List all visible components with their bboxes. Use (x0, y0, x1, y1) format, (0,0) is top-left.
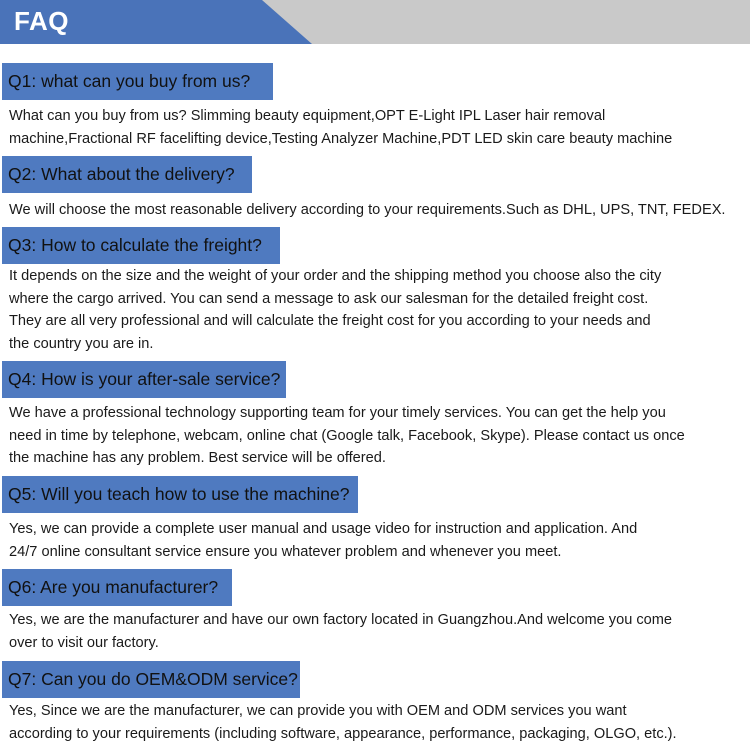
answer-3-line-2: where the cargo arrived. You can send a message to ask our salesman for the detailed freight cost. (9, 290, 649, 307)
answer-2-line-1: We will choose the most reasonable delivery according to your requirements.Such as DHL, UPS, TNT, FEDEX. (9, 202, 726, 218)
answer-7-line-1: Yes, Since we are the manufacturer, we can provide you with OEM and ODM services you want (9, 703, 627, 719)
answer-4 (9, 402, 747, 470)
question-7: Q7: Can you do OEM&ODM service? (2, 661, 300, 698)
question-2: Q2: What about the delivery? (2, 156, 252, 193)
answer-1-line-2: machine,Fractional RF facelifting device,Testing Analyzer Machine,PDT LED skin care beauty machine (9, 130, 673, 147)
question-4: Q4: How is your after-sale service? (2, 361, 286, 398)
question-3: Q3: How to calculate the freight? (2, 227, 280, 264)
answer-1 (9, 105, 747, 150)
page-title: FAQ (14, 6, 69, 36)
answer-4-line-2: need in time by telephone, webcam, online chat (Google talk, Facebook, Skype). Please contact us once (9, 427, 685, 444)
answer-4-line-1: We have a professional technology supporting team for your timely services. You can get the help you (9, 405, 666, 421)
answer-3-line-3: They are all very professional and will calculate the freight cost for you according to your needs and (9, 313, 651, 329)
answer-4-line-3: the machine has any problem. Best service will be offered. (9, 450, 386, 466)
answer-2 (9, 199, 747, 222)
answer-6 (9, 609, 747, 654)
answer-3-line-1: It depends on the size and the weight of your order and the shipping method you choose also the city (9, 268, 662, 284)
answer-3-line-4: the country you are in. (9, 335, 154, 352)
answer-6-line-2: over to visit our factory. (9, 634, 159, 651)
answer-6-line-1: Yes, we are the manufacturer and have our own factory located in Guangzhou.And welcome you come (9, 612, 673, 628)
answer-7-line-2: according to your requirements (including software, appearance, performance, packaging, OLGO, etc.). (9, 725, 677, 742)
faq-header (0, 0, 750, 44)
question-6: Q6: Are you manufacturer? (2, 569, 232, 606)
answer-1-line-1: What can you buy from us? Slimming beauty equipment,OPT E-Light IPL Laser hair removal (9, 108, 606, 124)
answer-3 (9, 265, 747, 355)
answer-5 (9, 518, 747, 563)
question-5: Q5: Will you teach how to use the machine? (2, 476, 358, 513)
question-1: Q1: what can you buy from us? (2, 63, 273, 100)
answer-5-line-2: 24/7 online consultant service ensure you whatever problem and whenever you meet. (9, 543, 562, 560)
answer-7 (9, 700, 747, 745)
answer-5-line-1: Yes, we can provide a complete user manual and usage video for instruction and application. And (9, 521, 638, 537)
